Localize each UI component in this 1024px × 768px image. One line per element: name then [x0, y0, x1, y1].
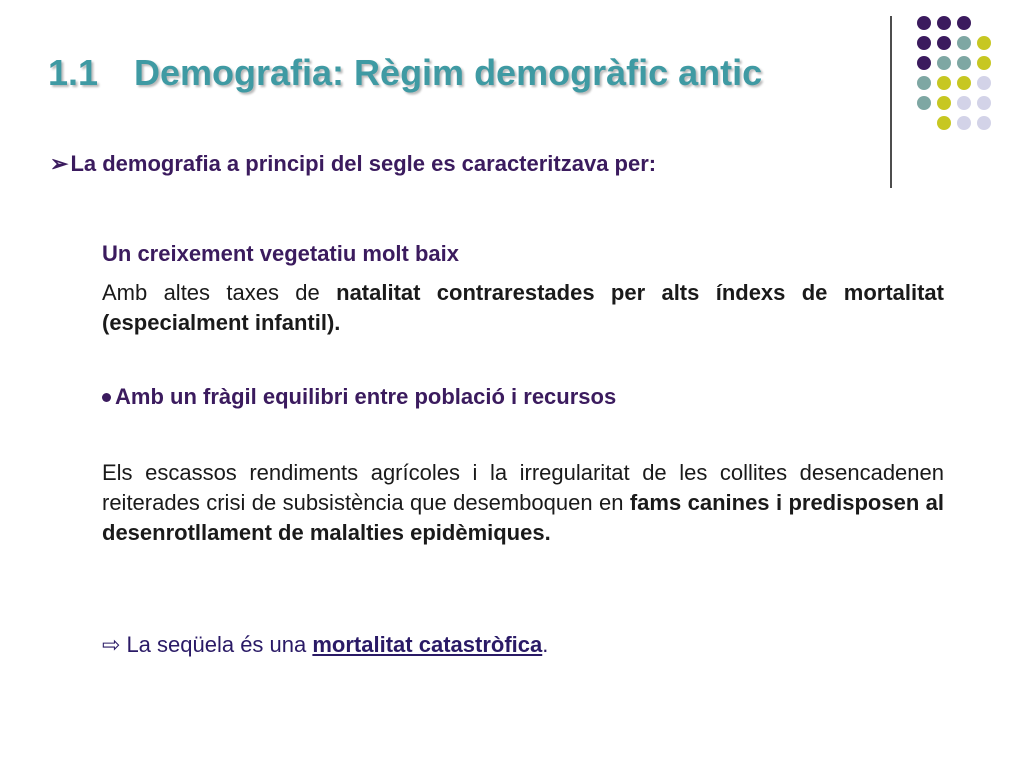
decorative-dot	[977, 36, 991, 50]
decorative-dot	[957, 56, 971, 70]
decorative-dot	[917, 56, 931, 70]
decorative-vertical-line	[890, 16, 892, 188]
paragraph-crisis-plain: Els escassos rendiments agrícoles i la irregularitat de les collites desencadenen reiterades crisi de subsistència que desemboquen en	[102, 460, 944, 515]
decorative-dot	[957, 16, 971, 30]
bullet-equilibrium-text: Amb un fràgil equilibri entre població i recursos	[115, 384, 617, 409]
line-vegetative-growth: Un creixement vegetatiu molt baix	[102, 241, 459, 266]
decorative-dot	[937, 96, 951, 110]
paragraph-natality-plain: Amb altes taxes de	[102, 280, 337, 305]
decorative-dot	[917, 36, 931, 50]
decorative-dot	[957, 36, 971, 50]
conclusion-line	[102, 632, 548, 658]
decorative-dot	[977, 56, 991, 70]
decorative-dot	[977, 116, 991, 130]
decorative-dot	[937, 76, 951, 90]
decorative-dot	[937, 116, 951, 130]
conclusion-underlined: mortalitat catastròfica	[312, 632, 543, 657]
decorative-dot	[957, 116, 971, 130]
hollow-right-arrow-icon: ⇨	[102, 632, 121, 657]
paragraph-crisis-bold: fams canines i predisposen al desenrotllament de malalties epidèmiques.	[102, 490, 944, 545]
title-text: Demografia: Règim demogràfic antic	[134, 52, 763, 93]
round-bullet-icon	[102, 393, 111, 402]
arrow-bullet-icon: ➢	[50, 151, 69, 176]
conclusion-plain: La seqüela és una	[126, 632, 313, 657]
conclusion-end: .	[542, 632, 549, 657]
decorative-dot	[957, 76, 971, 90]
decorative-dot	[917, 96, 931, 110]
paragraph-crisis	[102, 458, 944, 548]
decorative-dot	[937, 56, 951, 70]
slide-title	[48, 52, 762, 94]
subheading-text: La demografia a principi del segle es caracteritzava per:	[70, 151, 657, 176]
decorative-dot	[917, 76, 931, 90]
decorative-dot	[937, 36, 951, 50]
title-number: 1.1	[48, 52, 99, 93]
paragraph-natality	[102, 278, 944, 338]
decorative-dot	[977, 76, 991, 90]
decorative-dot	[937, 16, 951, 30]
decorative-dot	[917, 16, 931, 30]
paragraph-natality-bold: natalitat contrarestades per alts índexs de mortalitat (especialment infantil).	[102, 280, 944, 335]
decorative-dot	[977, 96, 991, 110]
subheading	[50, 151, 656, 177]
decorative-dot	[957, 96, 971, 110]
bullet-equilibrium	[102, 384, 616, 410]
